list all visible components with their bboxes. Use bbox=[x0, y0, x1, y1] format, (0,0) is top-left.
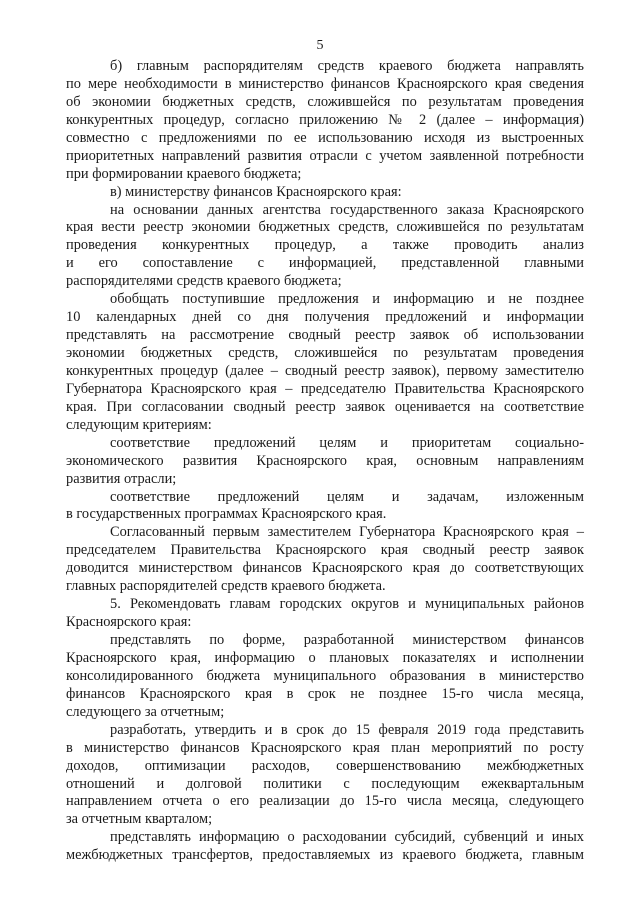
text-line: разработать, утвердить и в срок до 15 февраля 2019 года представить bbox=[110, 721, 584, 738]
text-line: 10 календарных дней со дня получения предложений и информации bbox=[66, 309, 584, 326]
text-line: в) министерству финансов Красноярского края: bbox=[110, 183, 402, 200]
text-line: распорядителями средств краевого бюджета; bbox=[66, 273, 342, 290]
document-body bbox=[66, 58, 584, 865]
text-line: при формировании краевого бюджета; bbox=[66, 165, 302, 182]
text-line: межбюджетных трансфертов, предоставляемых из краевого бюджета, главным bbox=[66, 847, 584, 864]
text-line: конкурентных процедур, согласно приложению № 2 (далее – информация) bbox=[66, 111, 584, 128]
text-line: обобщать поступившие предложения и информацию и не позднее bbox=[110, 291, 584, 308]
text-line: направлением отчета о его реализации до 15-го числа месяца, следующего bbox=[66, 793, 584, 810]
text-line: доходов, оптимизации расходов, совершенствованию межбюджетных bbox=[66, 757, 584, 774]
page-number: 5 bbox=[316, 38, 324, 53]
text-line: конкурентных процедур (далее – сводный реестр заявок), первому заместителю bbox=[66, 362, 584, 379]
text-line: приоритетных направлений развития отрасли с учетом заявленной потребности bbox=[66, 147, 584, 164]
text-line: совместно с предложениями по ее использованию исходя из выстроенных bbox=[66, 129, 584, 146]
text-line: экономии бюджетных средств, сложившейся по результатам проведения bbox=[66, 345, 584, 361]
text-line: об экономии бюджетных средств, сложившейся по результатам проведения bbox=[66, 93, 584, 110]
text-line: Согласованный первым заместителем Губернатора Красноярского края – bbox=[110, 524, 584, 541]
text-line: экономического развития Красноярского края, основным направлениям bbox=[66, 452, 584, 469]
text-line: края. При согласовании сводный реестр заявок оценивается на соответствие bbox=[66, 398, 584, 415]
text-line: края вести реестр экономии бюджетных средств, сложившейся по результатам bbox=[66, 219, 584, 236]
text-line: по мере необходимости в министерство финансов Красноярского края сведения bbox=[66, 75, 584, 92]
text-line: в государственных программах Красноярского края. bbox=[66, 506, 387, 523]
text-line: финансов Красноярского края в срок не позднее 15-го числа месяца, bbox=[66, 685, 584, 702]
text-line: Красноярского края: bbox=[66, 614, 192, 631]
text-line: представлять информацию о расходовании субсидий, субвенций и иных bbox=[110, 829, 584, 846]
text-line: на основании данных агентства государственного заказа Красноярского bbox=[110, 201, 584, 218]
text-line: за отчетным кварталом; bbox=[66, 811, 213, 828]
text-line: отношений и долговой политики с последующим ежеквартальным bbox=[66, 775, 584, 792]
text-line: председателем Правительства Красноярского края сводный реестр заявок bbox=[66, 542, 584, 559]
text-line: 5. Рекомендовать главам городских округов и муниципальных районов bbox=[110, 596, 584, 613]
text-line: в министерство финансов Красноярского края план мероприятий по росту bbox=[66, 739, 584, 756]
text-line: представлять на рассмотрение сводный реестр заявок об использовании bbox=[66, 327, 584, 344]
text-line: Губернатора Красноярского края – председателю Правительства Красноярского bbox=[66, 380, 584, 397]
text-line: следующего за отчетным; bbox=[66, 703, 225, 720]
text-line: и его сопоставление с информацией, представленной главными bbox=[66, 255, 584, 272]
text-line: соответствие предложений целям и приоритетам социально- bbox=[110, 434, 584, 451]
text-line: консолидированного бюджета муниципального образования в министерство bbox=[66, 667, 584, 684]
text-line: соответствие предложений целям и задачам, изложенным bbox=[110, 488, 584, 505]
text-line: проведения конкурентных процедур, а также проводить анализ bbox=[66, 237, 584, 254]
text-line: развития отрасли; bbox=[66, 470, 177, 487]
text-line: главных распорядителей средств краевого бюджета. bbox=[66, 578, 386, 595]
text-line: следующим критериям: bbox=[66, 416, 212, 433]
text-line: б) главным распорядителям средств краевого бюджета направлять bbox=[110, 58, 584, 74]
text-line: Красноярского края, информацию о плановых показателях и исполнении bbox=[66, 649, 584, 666]
text-line: представлять по форме, разработанной министерством финансов bbox=[110, 632, 584, 648]
text-line: доводится министерством финансов Красноярского края до соответствующих bbox=[66, 560, 584, 577]
